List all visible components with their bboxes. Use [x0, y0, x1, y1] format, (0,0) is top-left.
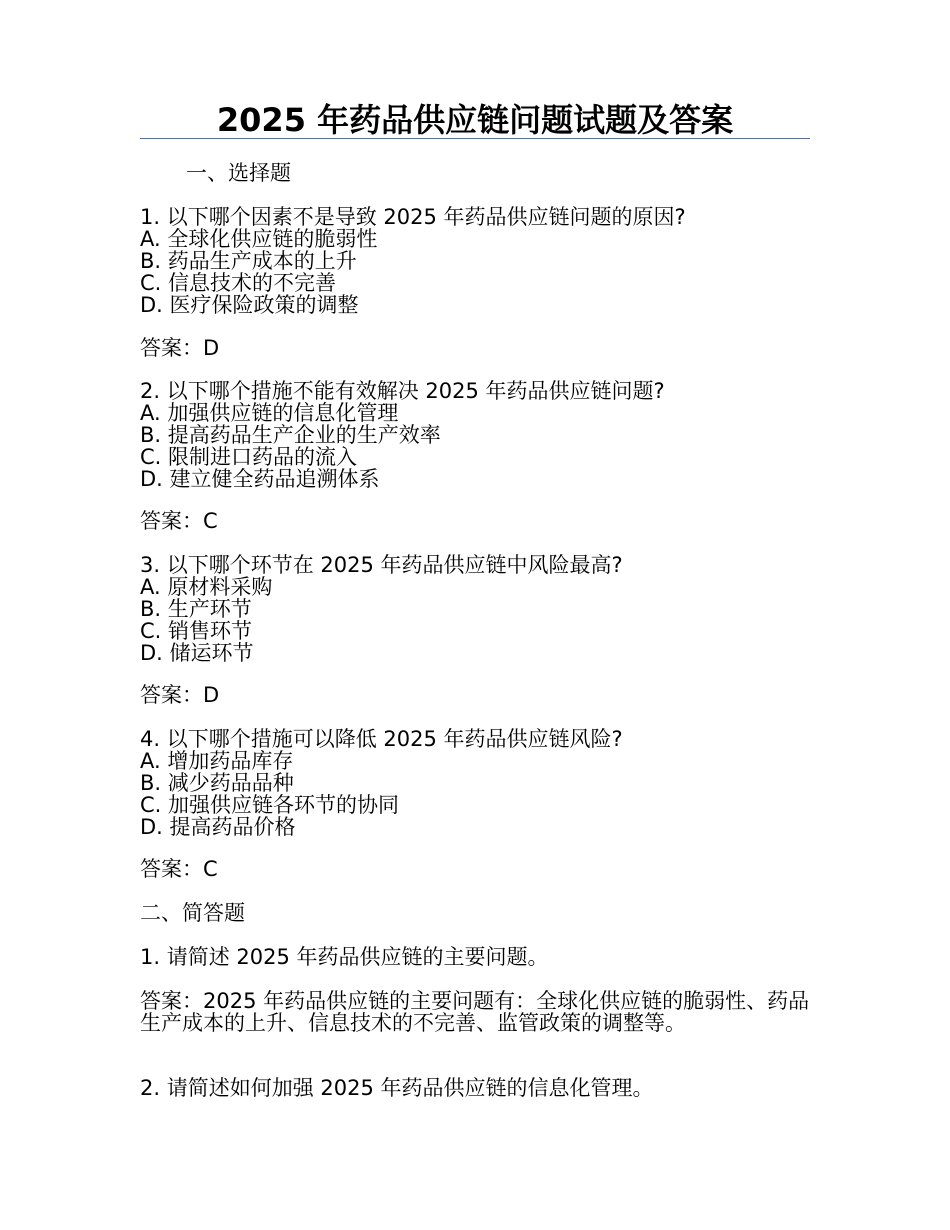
question-4-option-d: D. 提高药品价格 — [140, 815, 296, 839]
short-question-1: 1. 请简述 2025 年药品供应链的主要问题。 — [140, 945, 549, 969]
question-4-option-a: A. 增加药品库存 — [140, 749, 294, 773]
question-4-option-c: C. 加强供应链各环节的协同 — [140, 793, 400, 817]
question-3-option-c: C. 销售环节 — [140, 619, 253, 643]
question-3-answer: 答案：D — [140, 683, 220, 707]
question-1-option-b: B. 药品生产成本的上升 — [140, 249, 357, 273]
question-3-option-b: B. 生产环节 — [140, 597, 252, 621]
question-1-answer: 答案：D — [140, 336, 220, 360]
question-3-option-d: D. 储运环节 — [140, 641, 254, 665]
question-3-stem: 3. 以下哪个环节在 2025 年药品供应链中风险最高? — [140, 553, 623, 577]
question-2-stem: 2. 以下哪个措施不能有效解决 2025 年药品供应链问题? — [140, 379, 665, 403]
document-title: 2025 年药品供应链问题试题及答案 — [216, 101, 734, 139]
short-question-1-answer: 答案：2025 年药品供应链的主要问题有：全球化供应链的脆弱性、药品生产成本的上升、信息技术的不完善、监管政策的调整等。 — [140, 989, 810, 1035]
question-4-option-b: B. 减少药品品种 — [140, 771, 294, 795]
question-2-option-d: D. 建立健全药品追溯体系 — [140, 467, 380, 491]
question-2-option-b: B. 提高药品生产企业的生产效率 — [140, 423, 441, 447]
section-heading-choice: 一、选择题 — [186, 161, 291, 185]
question-1-stem: 1. 以下哪个因素不是导致 2025 年药品供应链问题的原因? — [140, 205, 686, 229]
section-heading-short-answer: 二、简答题 — [140, 901, 245, 925]
question-3-option-a: A. 原材料采购 — [140, 575, 273, 599]
question-2-option-a: A. 加强供应链的信息化管理 — [140, 401, 399, 425]
question-1-option-c: C. 信息技术的不完善 — [140, 271, 337, 295]
question-2-answer: 答案：C — [140, 509, 218, 533]
question-1-option-d: D. 医疗保险政策的调整 — [140, 293, 359, 317]
question-4-stem: 4. 以下哪个措施可以降低 2025 年药品供应链风险? — [140, 727, 623, 751]
question-2-option-c: C. 限制进口药品的流入 — [140, 445, 358, 469]
question-4-answer: 答案：C — [140, 857, 218, 881]
short-question-2: 2. 请简述如何加强 2025 年药品供应链的信息化管理。 — [140, 1076, 654, 1100]
title-underline — [140, 138, 810, 139]
question-1-option-a: A. 全球化供应链的脆弱性 — [140, 227, 378, 251]
